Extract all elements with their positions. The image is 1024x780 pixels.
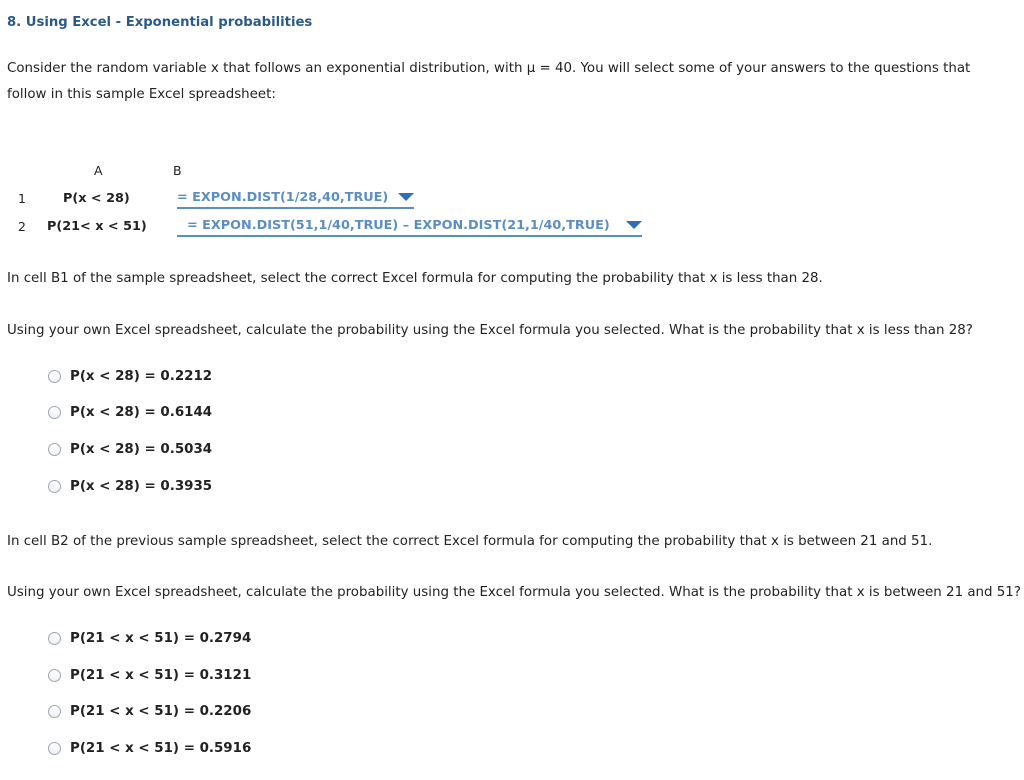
triangle-down-icon [626,221,642,229]
radio-button-icon[interactable] [48,632,61,645]
cell-a1: P(x < 28) [63,191,130,206]
row-number-1: 1 [18,191,26,206]
part2-option-3[interactable] [48,701,251,721]
part2-instruction: In cell B2 of the previous sample spreadsheet, select the correct Excel formula for computing the probability that x is between 21 and 51. [7,534,933,549]
part2-option-4[interactable] [48,738,251,758]
option-label: P(21 < x < 51) = 0.5916 [70,740,252,756]
part2-option-2[interactable] [48,665,251,685]
radio-button-icon[interactable] [48,480,61,493]
radio-button-icon[interactable] [48,443,61,456]
cell-b1-formula-dropdown[interactable] [177,190,414,209]
part1-question: Using your own Excel spreadsheet, calculate the probability using the Excel formula you selected. What is the probability that x is less than 28? [7,323,973,338]
part1-option-1[interactable] [48,366,212,386]
column-header-a: A [94,163,103,178]
option-label: P(x < 28) = 0.3935 [70,478,213,494]
option-label: P(21 < x < 51) = 0.2206 [70,703,252,719]
part1-option-4[interactable] [48,476,212,496]
question-title: 8. Using Excel - Exponential probabilities [7,15,313,30]
radio-button-icon[interactable] [48,406,61,419]
column-header-b: B [173,163,182,178]
option-label: P(21 < x < 51) = 0.2794 [70,630,252,646]
radio-button-icon[interactable] [48,669,61,682]
option-label: P(x < 28) = 0.5034 [70,441,213,457]
radio-button-icon[interactable] [48,370,61,383]
option-label: P(x < 28) = 0.6144 [70,404,213,420]
cell-b1-formula-text: = EXPON.DIST(1/28,40,TRUE) [177,190,389,205]
cell-a2: P(21< x < 51) [47,219,147,234]
option-label: P(21 < x < 51) = 0.3121 [70,667,252,683]
row-number-2: 2 [18,219,26,234]
cell-b2-formula-text: = EXPON.DIST(51,1/40,TRUE) – EXPON.DIST(21,1/40,TRUE) [187,218,610,233]
question-intro: Consider the random variable x that follows an exponential distribution, with μ = 40. You will select some of your answers to the questions that follow in this sample Excel spreadsheet: [7,61,971,102]
option-label: P(x < 28) = 0.2212 [70,368,213,384]
part1-option-2[interactable] [48,402,212,422]
cell-b2-formula-dropdown[interactable] [177,218,642,237]
part1-instruction: In cell B1 of the sample spreadsheet, select the correct Excel formula for computing the probability that x is less than 28. [7,271,823,286]
radio-button-icon[interactable] [48,705,61,718]
part1-option-3[interactable] [48,439,212,459]
triangle-down-icon [398,193,414,201]
part2-option-1[interactable] [48,628,251,648]
radio-button-icon[interactable] [48,742,61,755]
part2-question: Using your own Excel spreadsheet, calculate the probability using the Excel formula you selected. What is the probability that x is between 21 and 51? [7,585,1021,600]
